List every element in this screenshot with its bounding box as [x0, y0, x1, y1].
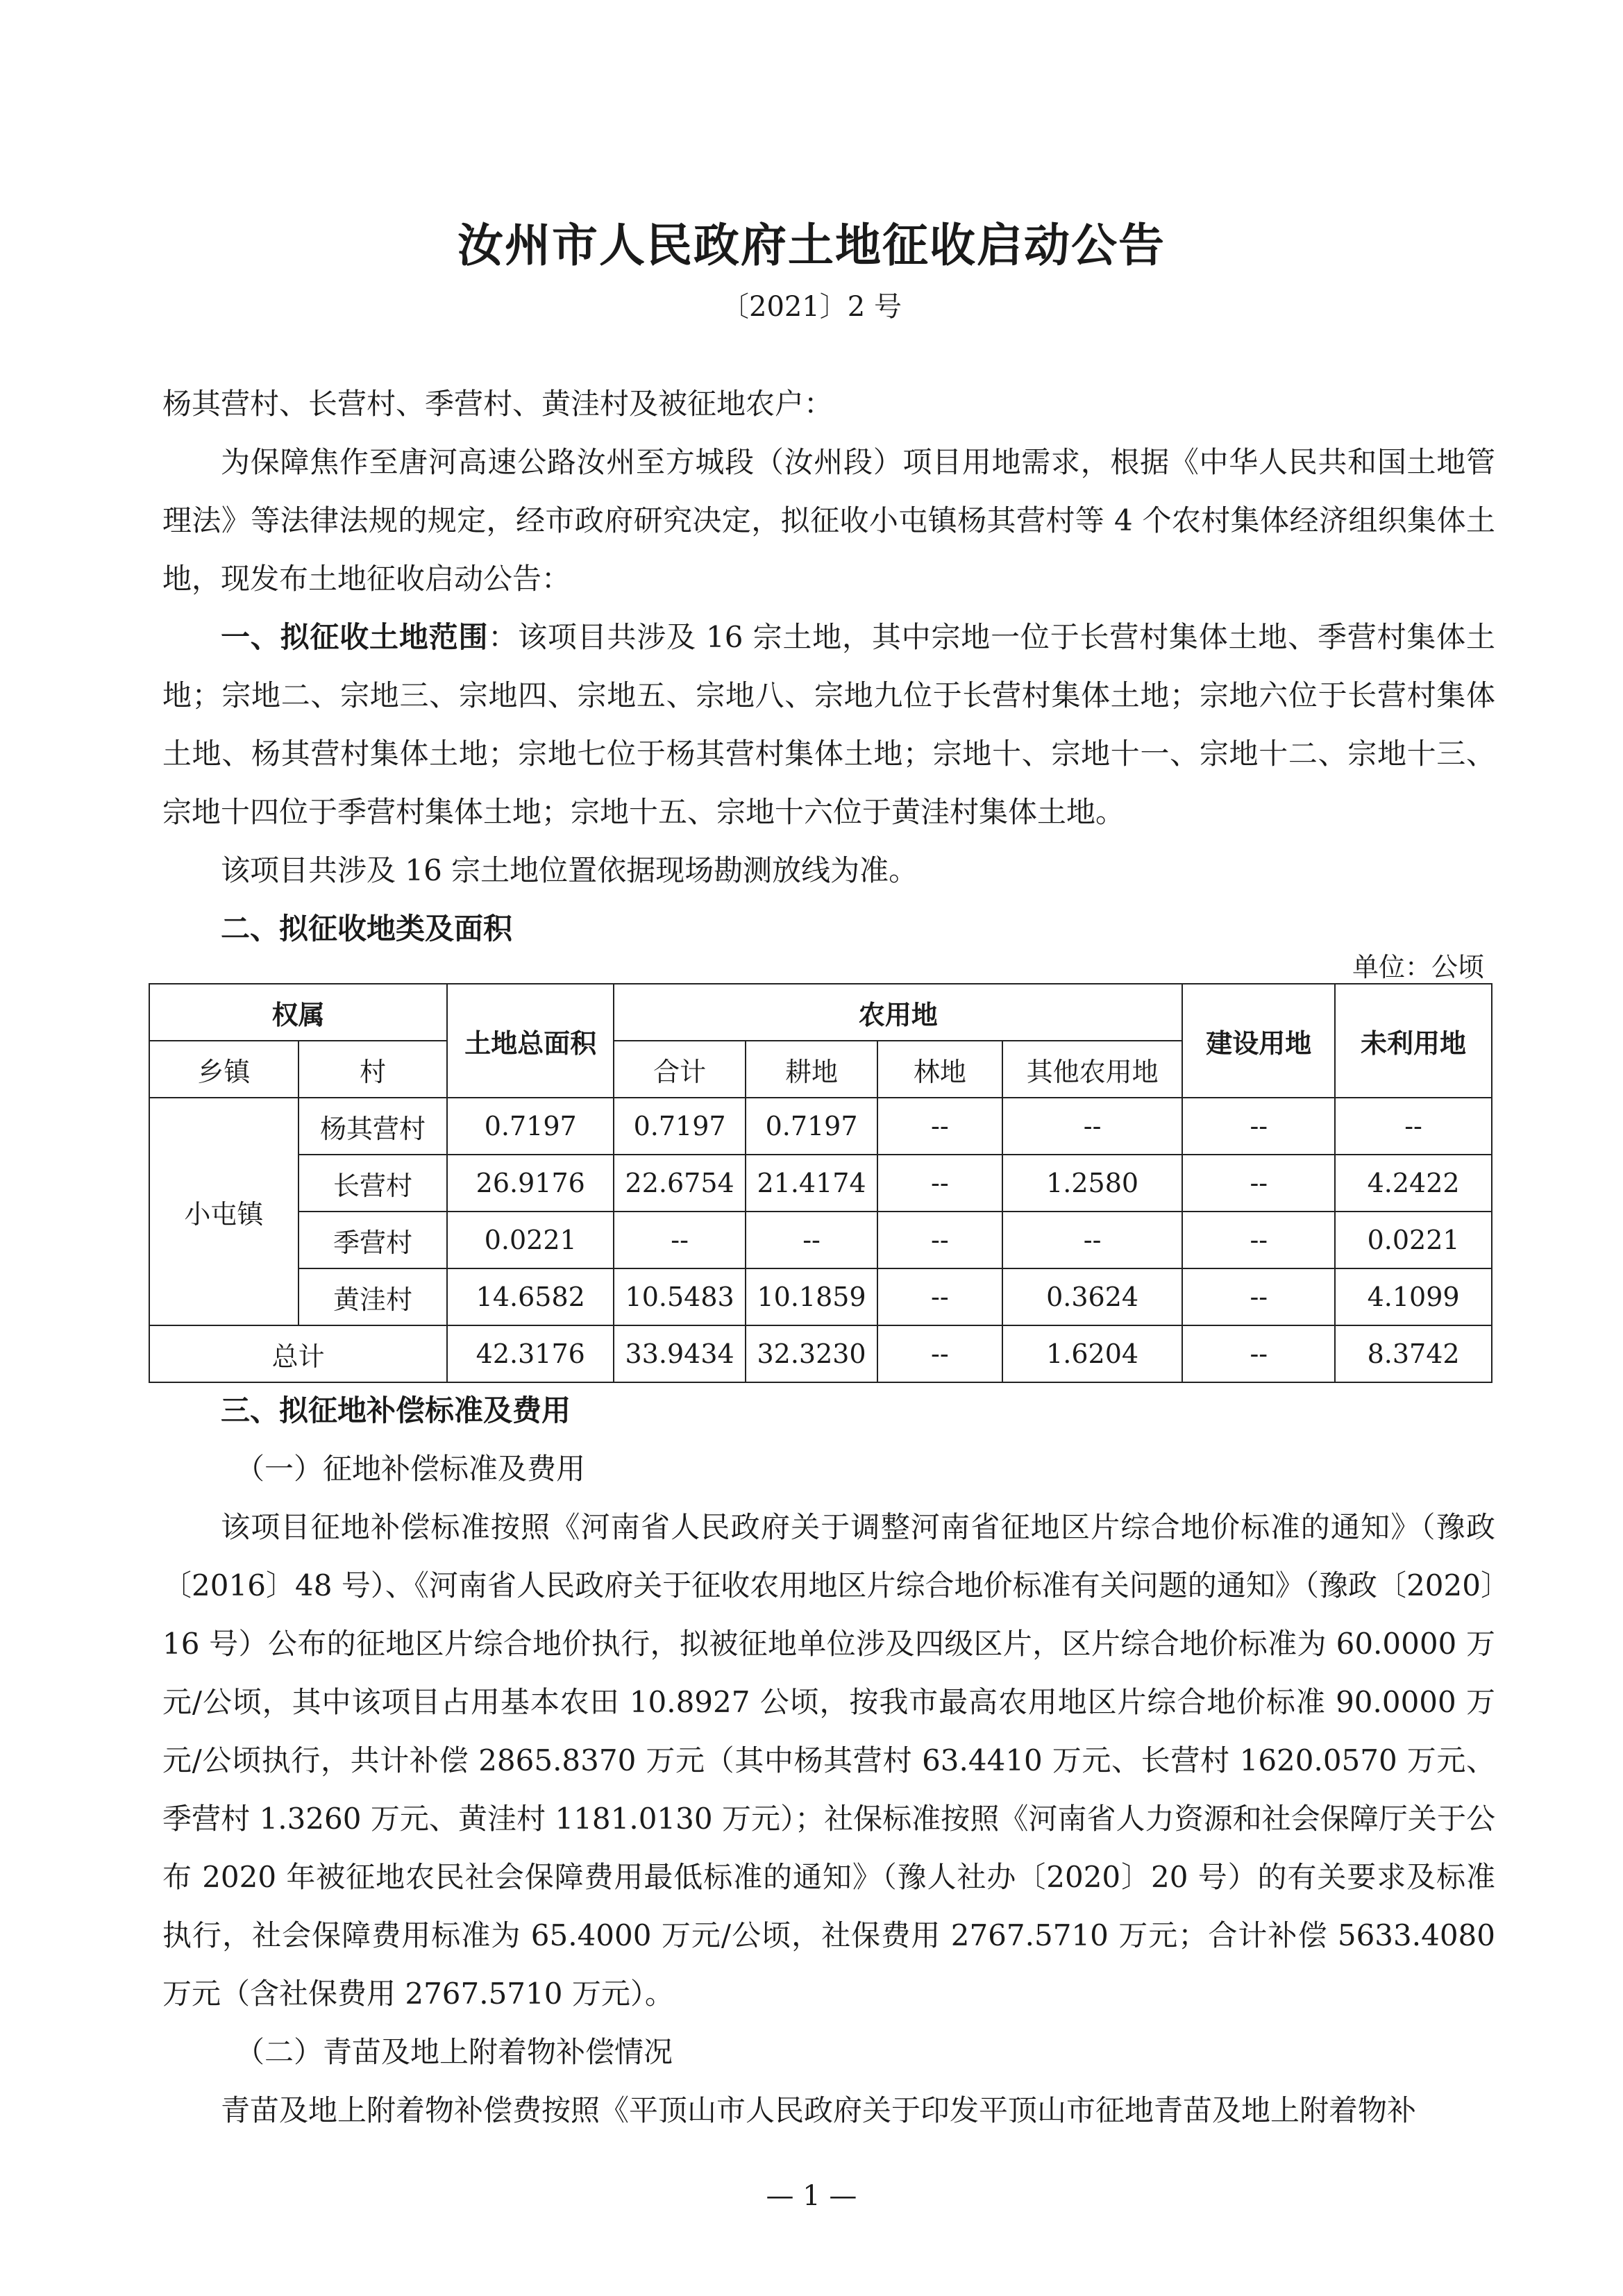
cell-unused: 4.2422 — [1335, 1155, 1492, 1212]
addressee: 杨其营村、长营村、季营村、黄洼村及被征地农户： — [162, 387, 834, 421]
table-row — [149, 1212, 1492, 1268]
cell-arable: 32.3230 — [746, 1325, 877, 1382]
body-section-top — [162, 375, 1495, 958]
cell-forest: -- — [877, 1325, 1002, 1382]
table-total-row — [149, 1325, 1492, 1382]
cell-forest: -- — [877, 1268, 1002, 1325]
table-row — [149, 1155, 1492, 1212]
header-other-agri: 其他农用地 — [1002, 1041, 1183, 1098]
cell-subtotal: 22.6754 — [614, 1155, 746, 1212]
cell-total: 0.0221 — [447, 1212, 614, 1268]
cell-unused: -- — [1335, 1098, 1492, 1155]
table-row — [149, 1098, 1492, 1155]
cell-forest: -- — [877, 1098, 1002, 1155]
cell-subtotal: -- — [614, 1212, 746, 1268]
section3-sub2-text: 青苗及地上附着物补偿费按照《平顶山市人民政府关于印发平顶山市征地青苗及地上附着物补 — [221, 2093, 1417, 2127]
cell-forest: -- — [877, 1212, 1002, 1268]
section3-sub1-heading: （一）征地补偿标准及费用 — [235, 1452, 586, 1486]
cell-unused: 0.0221 — [1335, 1212, 1492, 1268]
cell-total-label: 总计 — [149, 1325, 447, 1382]
cell-village: 季营村 — [298, 1212, 448, 1268]
page-title: 汝州市人民政府土地征收启动公告 — [457, 218, 1166, 272]
section3-heading: 三、拟征地补偿标准及费用 — [221, 1393, 571, 1427]
cell-total: 42.3176 — [447, 1325, 614, 1382]
intro-paragraph: 为保障焦作至唐河高速公路汝州至方城段（汝州段）项目用地需求，根据《中华人民共和国土地管理法》等法律法规的规定，经市政府研究决定，拟征收小屯镇杨其营村等 4 个农村集体经济组织集体土地，现发布土地征收启动公告： — [162, 445, 1495, 596]
header-construction: 建设用地 — [1182, 984, 1335, 1098]
section1-text: ：该项目共涉及 16 宗土地，其中宗地一位于长营村集体土地、季营村集体土地；宗地二、宗地三、宗地四、宗地五、宗地八、宗地九位于长营村集体土地；宗地六位于长营村集体土地、杨其营村集体土地；宗地七位于杨其营村集体土地；宗地十、宗地十一、宗地十二、宗地十三、宗地十四位于季营村集体土地；宗地十五、宗地十六位于黄洼村集体土地。 — [162, 620, 1495, 829]
cell-other: -- — [1002, 1212, 1183, 1268]
cell-subtotal: 0.7197 — [614, 1098, 746, 1155]
body-section-bottom — [162, 1382, 1495, 2140]
cell-total: 14.6582 — [447, 1268, 614, 1325]
cell-subtotal: 33.9434 — [614, 1325, 746, 1382]
cell-subtotal: 10.5483 — [614, 1268, 746, 1325]
cell-arable: 0.7197 — [746, 1098, 877, 1155]
section1-heading: 一、拟征收土地范围 — [221, 620, 489, 654]
section3-sub2-heading: （二）青苗及地上附着物补偿情况 — [235, 2035, 673, 2069]
land-area-table — [149, 983, 1492, 1383]
header-village: 村 — [298, 1041, 448, 1098]
table-unit-label: 单位：公顷 — [1352, 952, 1484, 982]
cell-unused: 4.1099 — [1335, 1268, 1492, 1325]
cell-arable: 10.1859 — [746, 1268, 877, 1325]
cell-arable: -- — [746, 1212, 877, 1268]
cell-town: 小屯镇 — [149, 1098, 298, 1325]
cell-forest: -- — [877, 1155, 1002, 1212]
cell-other: 1.2580 — [1002, 1155, 1183, 1212]
cell-village: 黄洼村 — [298, 1268, 448, 1325]
header-town: 乡镇 — [149, 1041, 298, 1098]
document-number: 〔2021〕2 号 — [721, 291, 902, 323]
cell-total: 0.7197 — [447, 1098, 614, 1155]
header-total-area: 土地总面积 — [447, 984, 614, 1098]
cell-other: 0.3624 — [1002, 1268, 1183, 1325]
header-arable: 耕地 — [746, 1041, 877, 1098]
section1-paragraph — [162, 608, 1495, 841]
header-subtotal: 合计 — [614, 1041, 746, 1098]
cell-construction: -- — [1182, 1098, 1335, 1155]
cell-arable: 21.4174 — [746, 1155, 877, 1212]
cell-other: -- — [1002, 1098, 1183, 1155]
cell-construction: -- — [1182, 1325, 1335, 1382]
section1-note: 该项目共涉及 16 宗土地位置依据现场勘测放线为准。 — [221, 853, 918, 887]
cell-unused: 8.3742 — [1335, 1325, 1492, 1382]
section3-sub1-text: 该项目征地补偿标准按照《河南省人民政府关于调整河南省征地区片综合地价标准的通知》（豫政〔2016〕48 号）、《河南省人民政府关于征收农用地区片综合地价标准有关问题的通知》（豫政〔2020〕16 号）公布的征地区片综合地价执行，拟被征地单位涉及四级区片，区片综合地价标准为 60.0000 万元/公顷，其中该项目占用基本农田 10.8927 公顷，按我市最高农用地区片综合地价标准 90.0000 万元/公顷执行，共计补偿 2865.8370 万元（其中杨其营村 63.4410 万元、长营村 1620.0570 万元、季营村 1.3260 万元、黄洼村 1181.0130 万元）；社保标准按照《河南省人力资源和社会保障厅关于公布 2020 年被征地农民社会保障费用最低标准的通知》（豫人社办〔2020〕20 号）的有关要求及标准执行，社会保障费用标准为 65.4000 万元/公顷，社保费用 2767.5710 万元；合计补偿 5633.4080 万元（含社保费用 2767.5710 万元）。 — [162, 1510, 1495, 2011]
cell-construction: -- — [1182, 1155, 1335, 1212]
cell-village: 长营村 — [298, 1155, 448, 1212]
header-ownership: 权属 — [149, 984, 447, 1041]
header-agricultural: 农用地 — [614, 984, 1182, 1041]
header-forest: 林地 — [877, 1041, 1002, 1098]
page-number: — 1 — — [766, 2180, 857, 2212]
table-row — [149, 1268, 1492, 1325]
cell-other: 1.6204 — [1002, 1325, 1183, 1382]
cell-village: 杨其营村 — [298, 1098, 448, 1155]
cell-construction: -- — [1182, 1212, 1335, 1268]
section2-heading: 二、拟征收地类及面积 — [221, 912, 513, 946]
cell-total: 26.9176 — [447, 1155, 614, 1212]
header-unused: 未利用地 — [1335, 984, 1492, 1098]
cell-construction: -- — [1182, 1268, 1335, 1325]
